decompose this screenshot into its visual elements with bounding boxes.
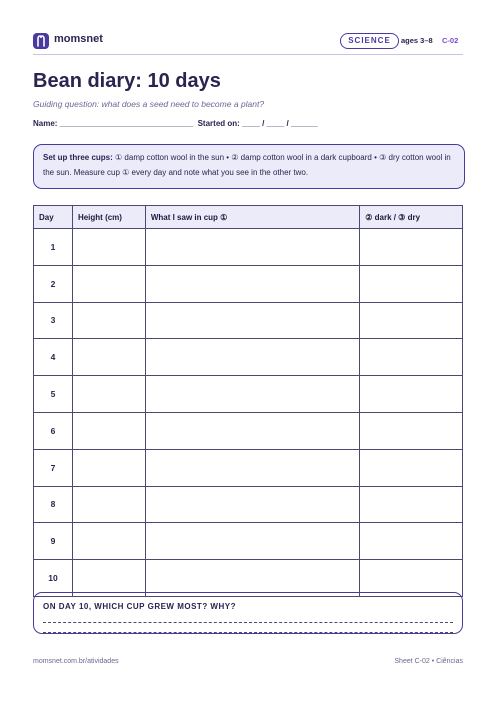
observation-cell[interactable] [145,265,359,302]
answer-box [33,592,463,634]
footer-sheet-label: Sheet C-02 • Ciências [394,658,463,665]
day-cell: 7 [34,449,73,486]
observation-cell[interactable] [145,229,359,266]
other-cups-cell[interactable] [360,560,463,597]
observation-cell[interactable] [145,412,359,449]
column-header-dark-dry: ② dark / ③ dry [360,206,463,229]
header-divider [33,54,463,55]
height-cell[interactable] [72,523,145,560]
footer-url: momsnet.com.br/atividades [33,658,119,665]
height-cell[interactable] [72,376,145,413]
height-cell[interactable] [72,449,145,486]
diary-table [33,205,463,597]
answer-line [43,632,453,633]
day-cell: 5 [34,376,73,413]
height-cell[interactable] [72,560,145,597]
column-header-cup-one: What I saw in cup ① [145,206,359,229]
other-cups-cell[interactable] [360,412,463,449]
height-cell[interactable] [72,229,145,266]
observation-cell[interactable] [145,486,359,523]
height-cell[interactable] [72,339,145,376]
diary-table-body [34,229,463,597]
other-cups-cell[interactable] [360,523,463,560]
setup-label: Set up three cups: [43,153,113,162]
table-header-row [34,206,463,229]
observation-cell[interactable] [145,339,359,376]
header [33,31,463,53]
day-cell: 10 [34,560,73,597]
observation-cell[interactable] [145,523,359,560]
guiding-question: Guiding question: what does a seed need to become a plant? [33,99,265,109]
other-cups-cell[interactable] [360,339,463,376]
table-row [34,449,463,486]
table-row [34,523,463,560]
observation-cell[interactable] [145,376,359,413]
height-cell[interactable] [72,412,145,449]
day-cell: 4 [34,339,73,376]
table-row [34,302,463,339]
logo-icon [33,33,49,49]
answer-question: ON DAY 10, WHICH CUP GREW MOST? WHY? [43,602,236,611]
other-cups-cell[interactable] [360,486,463,523]
column-header-day: Day [34,206,73,229]
observation-cell[interactable] [145,560,359,597]
day-cell: 3 [34,302,73,339]
table-row [34,560,463,597]
brand-name: momsnet [54,33,103,45]
setup-text: ① damp cotton wool in the sun • ② damp cotton wool in a dark cupboard • ③ dry cotton wool in the sun. Measure cup ① every day and note what you see in the other two. [43,153,451,177]
table-row [34,486,463,523]
height-cell[interactable] [72,486,145,523]
sheet-code: C-02 [442,36,459,45]
table-row [34,339,463,376]
day-cell: 6 [34,412,73,449]
other-cups-cell[interactable] [360,302,463,339]
other-cups-cell[interactable] [360,376,463,413]
height-cell[interactable] [72,265,145,302]
column-header-height: Height (cm) [72,206,145,229]
page-title: Bean diary: 10 days [33,70,221,92]
day-cell: 9 [34,523,73,560]
other-cups-cell[interactable] [360,265,463,302]
subject-badge: SCIENCE [340,33,399,49]
table-row [34,412,463,449]
age-range: ages 3–8 [401,36,433,45]
table-row [34,229,463,266]
observation-cell[interactable] [145,449,359,486]
table-row [34,376,463,413]
other-cups-cell[interactable] [360,229,463,266]
day-cell: 2 [34,265,73,302]
other-cups-cell[interactable] [360,449,463,486]
day-cell: 8 [34,486,73,523]
day-cell: 1 [34,229,73,266]
observation-cell[interactable] [145,302,359,339]
table-row [34,265,463,302]
answer-line [43,622,453,623]
height-cell[interactable] [72,302,145,339]
name-and-date-line: Name: ______________________________ Started on: ____ / ____ / ______ [33,119,318,128]
setup-instructions [33,144,465,189]
